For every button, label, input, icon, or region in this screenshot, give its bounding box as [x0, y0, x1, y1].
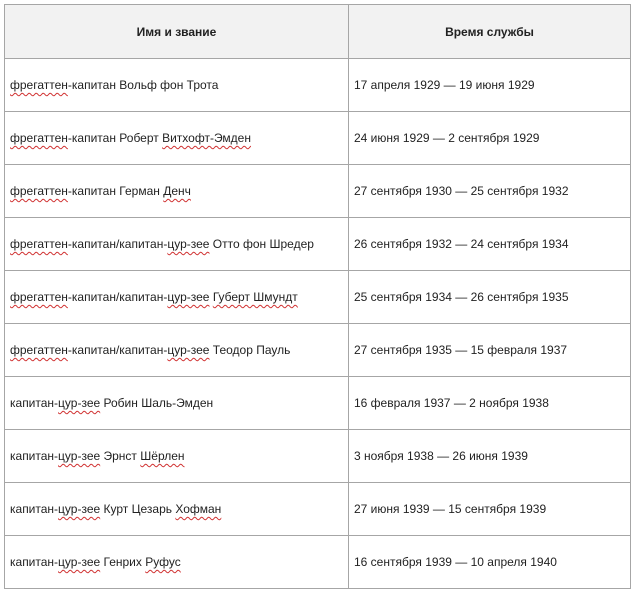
cell-time: 26 сентября 1932 — 24 сентября 1934 [349, 218, 631, 271]
spellcheck-word: фрегаттен [10, 184, 68, 198]
table-row [5, 218, 631, 271]
name-text: -капитан/капитан- [67, 343, 168, 357]
cell-time: 25 сентября 1934 — 26 сентября 1935 [349, 271, 631, 324]
table-row [5, 112, 631, 165]
cell-name [5, 165, 349, 218]
cell-time: 17 апреля 1929 — 19 июня 1929 [349, 59, 631, 112]
table-row [5, 483, 631, 536]
spellcheck-word: фрегаттен [10, 237, 68, 251]
table-row [5, 271, 631, 324]
cell-name [5, 324, 349, 377]
name-text: -капитан Вольф фон Трота [67, 78, 219, 92]
spellcheck-word: цур-зее [58, 396, 101, 410]
cell-time: 27 сентября 1930 — 25 сентября 1932 [349, 165, 631, 218]
spellcheck-word: фрегаттен [10, 343, 68, 357]
table-row [5, 59, 631, 112]
name-text: -капитан Герман [67, 184, 164, 198]
cell-name [5, 218, 349, 271]
name-text: капитан- [10, 449, 59, 463]
spellcheck-word: фрегаттен [10, 131, 68, 145]
cell-name [5, 430, 349, 483]
header-time: Время службы [349, 5, 631, 59]
commanders-table [4, 4, 631, 589]
name-text: капитан- [10, 396, 59, 410]
header-name: Имя и звание [5, 5, 349, 59]
spellcheck-word: Шёрлен [140, 449, 185, 463]
cell-name [5, 536, 349, 589]
spellcheck-word: фрегаттен [10, 290, 68, 304]
name-text: Робин Шаль-Эмден [100, 396, 214, 410]
table-row [5, 324, 631, 377]
table-row [5, 377, 631, 430]
spellcheck-word: цур-зее [58, 449, 101, 463]
spellcheck-word: Денч [163, 184, 191, 198]
name-text: Курт Цезарь [100, 502, 176, 516]
spellcheck-word: Хофман [175, 502, 222, 516]
spellcheck-word: цур-зее [58, 502, 101, 516]
spellcheck-word: цур-зее [167, 290, 210, 304]
spellcheck-word: Руфус [145, 555, 181, 569]
table-row [5, 536, 631, 589]
spellcheck-word: цур-зее [58, 555, 101, 569]
spellcheck-word: Губерт Шмундт [212, 290, 298, 304]
cell-name [5, 377, 349, 430]
cell-time: 27 июня 1939 — 15 сентября 1939 [349, 483, 631, 536]
name-text: Отто фон Шредер [209, 237, 314, 251]
name-text: Эрнст [100, 449, 141, 463]
name-text: капитан- [10, 555, 59, 569]
cell-time: 3 ноября 1938 — 26 июня 1939 [349, 430, 631, 483]
name-text: -капитан/капитан- [67, 237, 168, 251]
cell-time: 27 сентября 1935 — 15 февраля 1937 [349, 324, 631, 377]
table-head [5, 5, 631, 59]
name-text: -капитан Роберт [67, 131, 163, 145]
cell-name [5, 112, 349, 165]
cell-time: 16 сентября 1939 — 10 апреля 1940 [349, 536, 631, 589]
name-text: Теодор Пауль [209, 343, 291, 357]
cell-time: 16 февраля 1937 — 2 ноября 1938 [349, 377, 631, 430]
table-row [5, 430, 631, 483]
name-text: капитан- [10, 502, 59, 516]
cell-name [5, 271, 349, 324]
cell-time: 24 июня 1929 — 2 сентября 1929 [349, 112, 631, 165]
name-text: Генрих [100, 555, 146, 569]
spellcheck-word: Витхофт-Эмден [162, 131, 251, 145]
cell-name [5, 59, 349, 112]
table-body [5, 59, 631, 589]
name-text: -капитан/капитан- [67, 290, 168, 304]
table-row [5, 165, 631, 218]
spellcheck-word: цур-зее [167, 237, 210, 251]
spellcheck-word: цур-зее [167, 343, 210, 357]
header-row [5, 5, 631, 59]
spellcheck-word: фрегаттен [10, 78, 68, 92]
cell-name [5, 483, 349, 536]
